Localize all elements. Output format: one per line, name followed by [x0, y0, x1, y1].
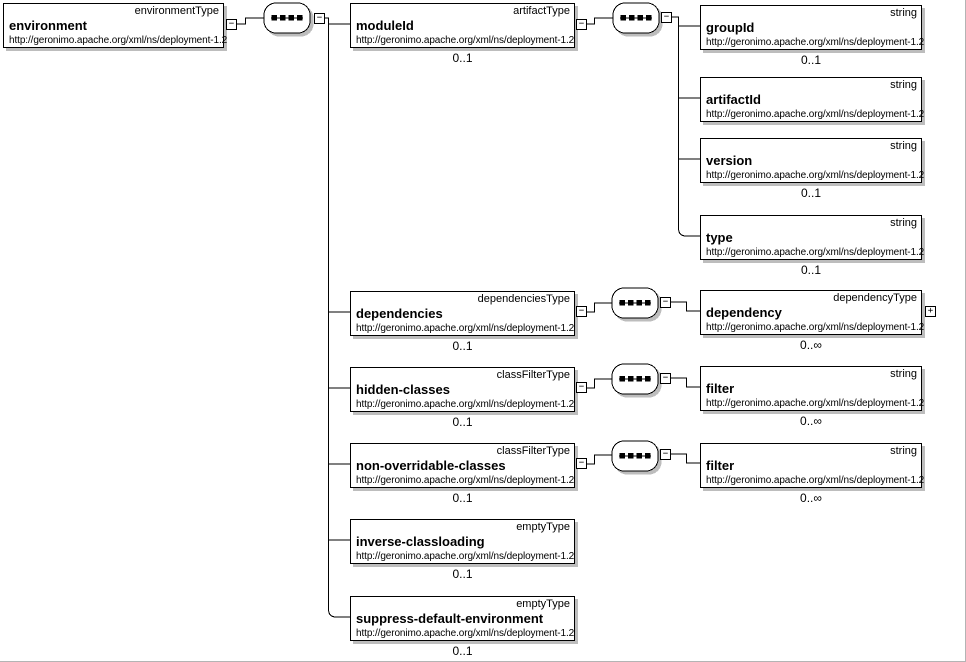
node-type-label: artifactType: [513, 5, 570, 17]
cardinality-label: 0..1: [800, 53, 821, 67]
cardinality-label: 0..1: [452, 567, 473, 581]
connector-line: [671, 378, 700, 387]
collapse-toggle-icon[interactable]: −: [661, 12, 672, 23]
node-name: dependencies: [356, 306, 443, 321]
node-version[interactable]: [700, 138, 925, 183]
node-name: filter: [706, 381, 735, 396]
node-type-label: string: [890, 140, 917, 152]
node-name: type: [706, 230, 733, 245]
node-namespace: http://geronimo.apache.org/xml/ns/deployment-1.2: [356, 551, 575, 562]
node-name: groupId: [706, 20, 755, 35]
collapse-toggle-icon[interactable]: −: [314, 13, 325, 24]
node-non-overridable-classes[interactable]: [350, 443, 575, 488]
node-type-label: dependenciesType: [477, 293, 570, 305]
cardinality-label: 0..1: [452, 415, 473, 429]
node-namespace: http://geronimo.apache.org/xml/ns/deployment-1.2: [706, 37, 925, 48]
node-namespace: http://geronimo.apache.org/xml/ns/deployment-1.2: [706, 247, 925, 258]
node-namespace: http://geronimo.apache.org/xml/ns/deployment-1.2: [706, 398, 925, 409]
node-namespace: http://geronimo.apache.org/xml/ns/deployment-1.2: [356, 399, 575, 410]
cardinality-label: 0..∞: [800, 491, 822, 505]
cardinality-label: 0..∞: [800, 414, 822, 428]
node-name: suppress-default-environment: [356, 611, 544, 626]
expand-toggle-icon[interactable]: +: [925, 306, 936, 317]
node-artifactid[interactable]: [700, 77, 925, 122]
node-name: version: [706, 153, 753, 168]
node-inverse-classloading[interactable]: [350, 519, 575, 564]
node-name: non-overridable-classes: [356, 458, 506, 473]
node-filter-hidden[interactable]: [700, 366, 925, 411]
node-namespace: http://geronimo.apache.org/xml/ns/deployment-1.2: [706, 475, 925, 486]
sequence-compositor-icon[interactable]: [612, 364, 661, 397]
connector-line: [672, 17, 700, 236]
node-type[interactable]: [700, 215, 925, 260]
node-name: environment: [9, 18, 88, 33]
node-namespace: http://geronimo.apache.org/xml/ns/deployment-1.2: [9, 35, 228, 46]
node-type-label: environmentType: [134, 5, 219, 17]
node-type-label: classFilterType: [496, 369, 570, 381]
sequence-compositor-icon[interactable]: [613, 3, 662, 36]
collapse-toggle-icon[interactable]: −: [660, 373, 671, 384]
node-type-label: string: [890, 368, 917, 380]
node-name: artifactId: [706, 92, 761, 107]
collapse-toggle-icon[interactable]: −: [660, 297, 671, 308]
cardinality-label: 0..1: [800, 186, 821, 200]
collapse-toggle-icon[interactable]: −: [576, 382, 587, 393]
node-type-label: emptyType: [516, 598, 570, 610]
node-namespace: http://geronimo.apache.org/xml/ns/deployment-1.2: [356, 475, 575, 486]
node-type-label: dependencyType: [833, 292, 917, 304]
collapse-toggle-icon[interactable]: −: [576, 458, 587, 469]
connector-line: [587, 455, 612, 464]
node-name: filter: [706, 458, 735, 473]
node-moduleid[interactable]: [350, 3, 575, 48]
cardinality-label: 0..1: [452, 51, 473, 65]
cardinality-label: 0..1: [452, 339, 473, 353]
cardinality-label: 0..1: [800, 263, 821, 277]
node-type-label: string: [890, 217, 917, 229]
connector-line: [587, 303, 612, 312]
sequence-compositor-icon[interactable]: [612, 441, 661, 474]
node-environment[interactable]: [3, 3, 228, 48]
connector-line: [587, 379, 612, 388]
sequence-compositor-icon[interactable]: [264, 3, 313, 36]
node-name: moduleId: [356, 18, 414, 33]
node-groupid[interactable]: [700, 5, 925, 50]
collapse-toggle-icon[interactable]: −: [576, 19, 587, 30]
node-namespace: http://geronimo.apache.org/xml/ns/deployment-1.2: [356, 323, 575, 334]
node-namespace: http://geronimo.apache.org/xml/ns/deployment-1.2: [356, 35, 575, 46]
node-name: hidden-classes: [356, 382, 450, 397]
connector-line: [671, 302, 700, 311]
cardinality-label: 0..∞: [800, 338, 822, 352]
connector-line: [587, 18, 613, 24]
node-type-label: string: [890, 7, 917, 19]
node-filter-non-overridable[interactable]: [700, 443, 925, 488]
node-name: dependency: [706, 305, 782, 320]
connector-line: [325, 18, 350, 617]
node-name: inverse-classloading: [356, 534, 485, 549]
collapse-toggle-icon[interactable]: −: [226, 19, 237, 30]
node-namespace: http://geronimo.apache.org/xml/ns/deployment-1.2: [706, 322, 925, 333]
node-dependencies[interactable]: [350, 291, 575, 336]
cardinality-label: 0..1: [452, 644, 473, 658]
node-namespace: http://geronimo.apache.org/xml/ns/deployment-1.2: [706, 170, 925, 181]
node-type-label: classFilterType: [496, 445, 570, 457]
node-type-label: emptyType: [516, 521, 570, 533]
node-namespace: http://geronimo.apache.org/xml/ns/deployment-1.2: [356, 628, 575, 639]
node-hidden-classes[interactable]: [350, 367, 575, 412]
node-namespace: http://geronimo.apache.org/xml/ns/deployment-1.2: [706, 109, 925, 120]
node-dependency[interactable]: [700, 290, 925, 335]
node-suppress-default-environment[interactable]: [350, 596, 575, 641]
cardinality-label: 0..1: [452, 491, 473, 505]
node-type-label: string: [890, 79, 917, 91]
collapse-toggle-icon[interactable]: −: [660, 449, 671, 460]
connector-line: [671, 454, 700, 463]
connector-line: [237, 18, 264, 24]
collapse-toggle-icon[interactable]: −: [576, 306, 587, 317]
node-type-label: string: [890, 445, 917, 457]
sequence-compositor-icon[interactable]: [612, 288, 661, 321]
